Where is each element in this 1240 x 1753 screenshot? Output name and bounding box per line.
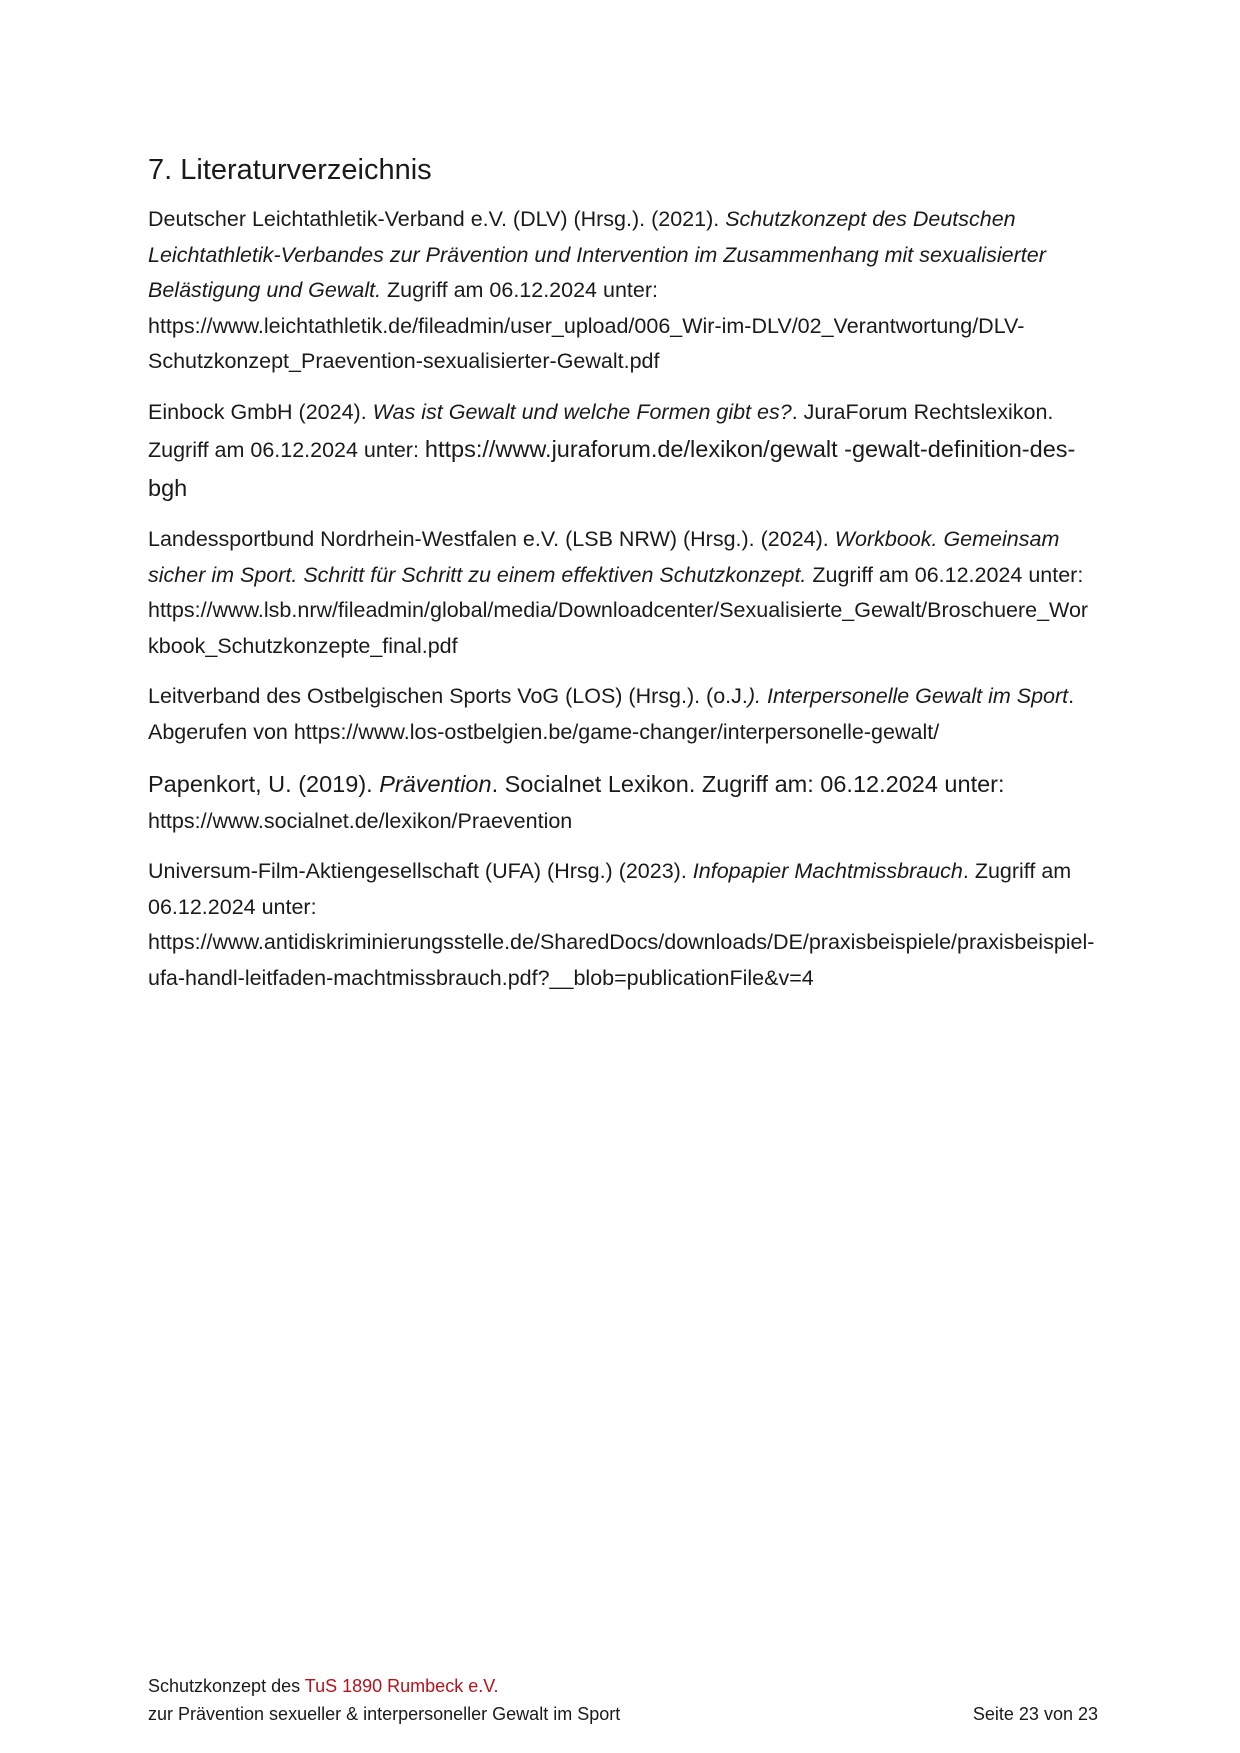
reference-source: . Socialnet Lexikon. Zugriff am: 06.12.2024 unter: xyxy=(491,771,1005,797)
reference-source: . JuraForum Rechtslexikon. Zugriff am 06.12.2024 unter: xyxy=(148,399,1054,462)
reference-title: Schutzkonzept des Deutschen Leichtathletik-Verbandes zur Prävention und Intervention im Zusammenhang mit sexualisierter Belästigung und Gewalt. xyxy=(148,207,1046,302)
reference-url: https://www.socialnet.de/lexikon/Praevention xyxy=(148,808,573,833)
reference-source: Zugriff am 06.12.2024 unter: https://www.lsb.nrw/fileadmin/global/media/Downloadcenter/Sexualisierte_Gewalt/Broschuere_Workbook_Schutzkonzepte_final.pdf xyxy=(148,562,1089,658)
reference-source: . Abgerufen von https://www.los-ostbelgien.be/game-changer/interpersonelle-gewalt/ xyxy=(148,684,1075,744)
reference-los xyxy=(148,679,1098,750)
reference-author: Universum-Film-Aktiengesellschaft (UFA) (Hrsg.) (2023). xyxy=(148,859,693,883)
reference-title: Was ist Gewalt und welche Formen gibt es? xyxy=(372,399,792,424)
reference-source: Zugriff am 06.12.2024 unter: https://www.leichtathletik.de/fileadmin/user_upload/006_Wir-im-DLV/02_Verantwortung/DLV-Schutzkonzept_Praevention-sexualisierter-Gewalt.pdf xyxy=(148,278,1025,373)
footer-organization: TuS 1890 Rumbeck e.V. xyxy=(304,1676,499,1696)
page-number: Seite 23 von 23 xyxy=(972,1704,1098,1724)
footer-subtitle-line xyxy=(148,1700,1098,1728)
footer-subtitle: zur Prävention sexueller & interpersoneller Gewalt im Sport xyxy=(148,1704,621,1724)
footer-prefix: Schutzkonzept des xyxy=(148,1676,305,1696)
reference-title: ). Interpersonelle Gewalt im Sport xyxy=(747,684,1069,708)
section-heading: 7. Literaturverzeichnis xyxy=(148,154,432,186)
page-content xyxy=(148,148,1098,1011)
reference-url: https://www.juraforum.de/lexikon/gewalt -gewalt-definition-des-bgh xyxy=(148,436,1076,501)
reference-papenkort xyxy=(148,765,1098,839)
reference-author: Papenkort, U. (2019). xyxy=(148,771,380,797)
reference-ufa xyxy=(148,854,1098,996)
reference-title: Workbook. Gemeinsam sicher im Sport. Schritt für Schritt zu einem effektiven Schutzkonzept. xyxy=(148,527,1060,587)
reference-source: . Zugriff am 06.12.2024 unter: https://www.antidiskriminierungsstelle.de/SharedDocs/downloads/DE/praxisbeispiele/praxisbeispiel-ufa-handl-leitfaden-machtmissbrauch.pdf?__blob=publicationFile&v=4 xyxy=(148,859,1095,990)
reference-author: Deutscher Leichtathletik-Verband e.V. (DLV) (Hrsg.). (2021). xyxy=(148,207,726,231)
reference-lsb-nrw xyxy=(148,522,1098,664)
reference-author: Einbock GmbH (2024). xyxy=(148,399,373,424)
reference-dlv xyxy=(148,202,1098,380)
reference-title: Infopapier Machtmissbrauch xyxy=(692,859,963,883)
reference-juraforum xyxy=(148,395,1098,508)
reference-author: Landessportbund Nordrhein-Westfalen e.V. (LSB NRW) (Hrsg.). (2024). xyxy=(148,527,835,551)
reference-author: Leitverband des Ostbelgischen Sports VoG (LOS) (Hrsg.). (o.J. xyxy=(148,684,748,708)
footer-title-line xyxy=(148,1672,1098,1700)
page-footer xyxy=(148,1672,1098,1728)
reference-title: Prävention xyxy=(379,771,492,797)
